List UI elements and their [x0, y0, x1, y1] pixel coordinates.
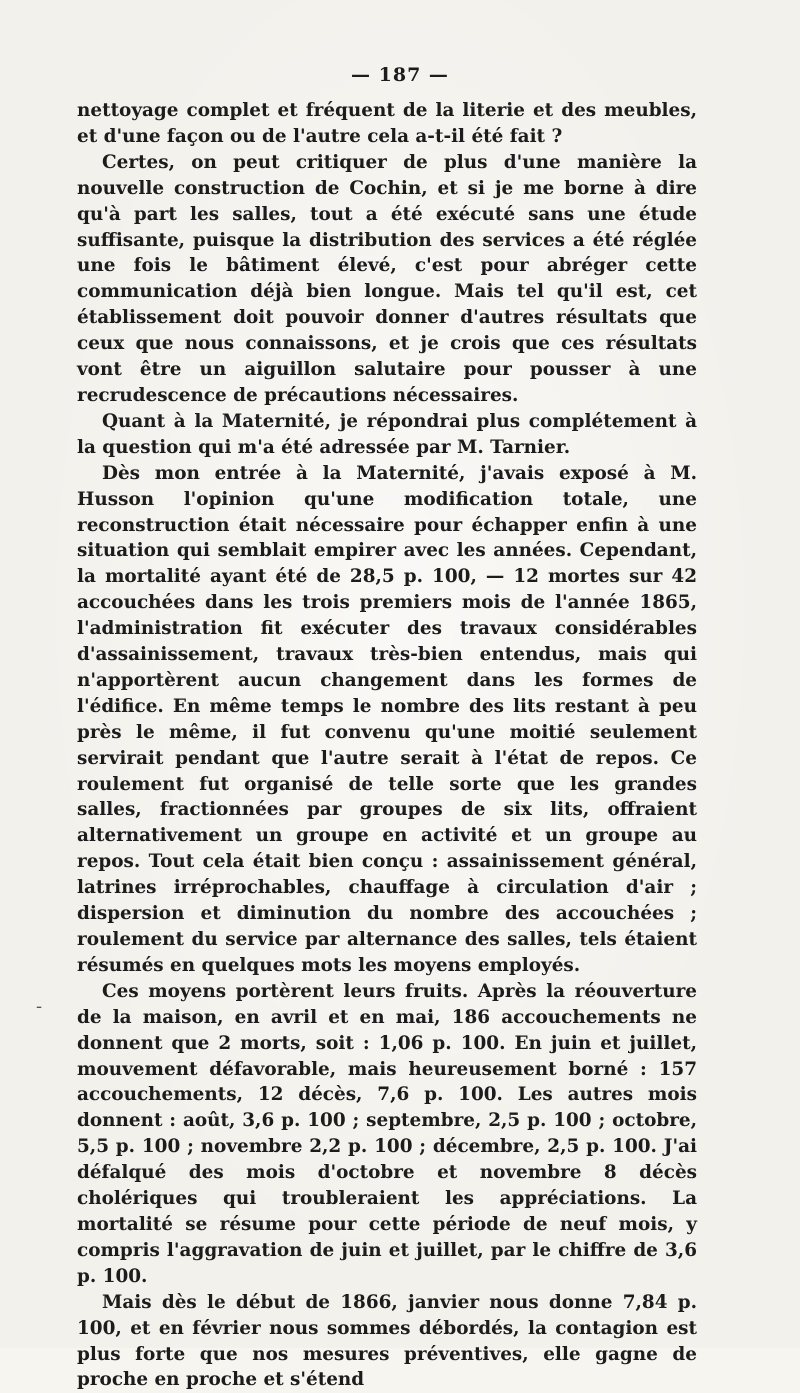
paragraph-5: Ces moyens portèrent leurs fruits. Après la réouverture de la maison, en avril et en mai, 186 accouchements ne donnent que 2 morts, soit : 1,06 p. 100. En juin et juillet, mouvement défavorable, mais heureusement borné : 157 accouchements, 12 décès, 7,6 p. 100. Les autres mois donnent : août, 3,6 p. 100 ; septembre, 2,5 p. 100 ; octobre, 5,5 p. 100 ; novembre 2,2 p. 100 ; décembre, 2,5 p. 100. J'ai défalqué des mois d'octobre et novembre 8 décès cholériques qui troubleraient les appréciations. La mortalité se résume pour cette période de neuf mois, y compris l'aggravation de juin et juillet, par le chiffre de 3,6 p. 100. [77, 980, 697, 1287]
paragraph-3: Quant à la Maternité, je répondrai plus complétement à la question qui m'a été adressée par M. Tarnier. [77, 410, 697, 458]
paragraph-4: Dès mon entrée à la Maternité, j'avais exposé à M. Husson l'opinion qu'une modification totale, une reconstruction était nécessaire pour échapper enfin à une situation qui semblait empirer avec les années. Cependant, la mortalité ayant été de 28,5 p. 100, — 12 mortes sur 42 accouchées dans les trois premiers mois de l'année 1865, l'administration fit exécuter des travaux considérables d'assainissement, travaux très-bien entendus, mais qui n'apportèrent aucun changement dans les formes de l'édifice. En même temps le nombre des lits restant à peu près le même, il fut convenu qu'une moitié seulement servirait pendant que l'autre serait à l'état de repos. Ce roulement fut organisé de telle sorte que les grandes salles, fractionnées par groupes de six lits, offraient alternativement un groupe en activité et un groupe au repos. Tout cela était bien conçu : assainissement général, latrines irréprochables, chauffage à circulation d'air ; dispersion et diminution du nombre des accouchées ; roulement du service par alternance des salles, tels étaient résumés en quelques mots les moyens employés. [77, 462, 697, 976]
margin-mark: - [36, 996, 43, 1017]
paragraph-1: nettoyage complet et fréquent de la literie et des meubles, et d'une façon ou de l'autre cela a-t-il été fait ? [77, 100, 697, 147]
page-number: — 187 — [351, 64, 449, 86]
page-body [77, 98, 697, 1393]
paragraph-6: Mais dès le début de 1866, janvier nous donne 7,84 p. 100, et en février nous sommes débordés, la contagion est plus forte que nos mesures préventives, elle gagne de proche en proche et s'étend [77, 1291, 697, 1391]
paragraph-2: Certes, on peut critiquer de plus d'une manière la nouvelle construction de Cochin, et si je me borne à dire qu'à part les salles, tout a été exécuté sans une étude suffisante, puisque la distribution des services a été réglée une fois le bâtiment élevé, c'est pour abréger cette communication déjà bien longue. Mais tel qu'il est, cet établissement doit pouvoir donner d'autres résultats que ceux que nous connaissons, et je crois que ces résultats vont être un aiguillon salutaire pour pousser à une recrudescence de précautions nécessaires. [77, 151, 697, 406]
